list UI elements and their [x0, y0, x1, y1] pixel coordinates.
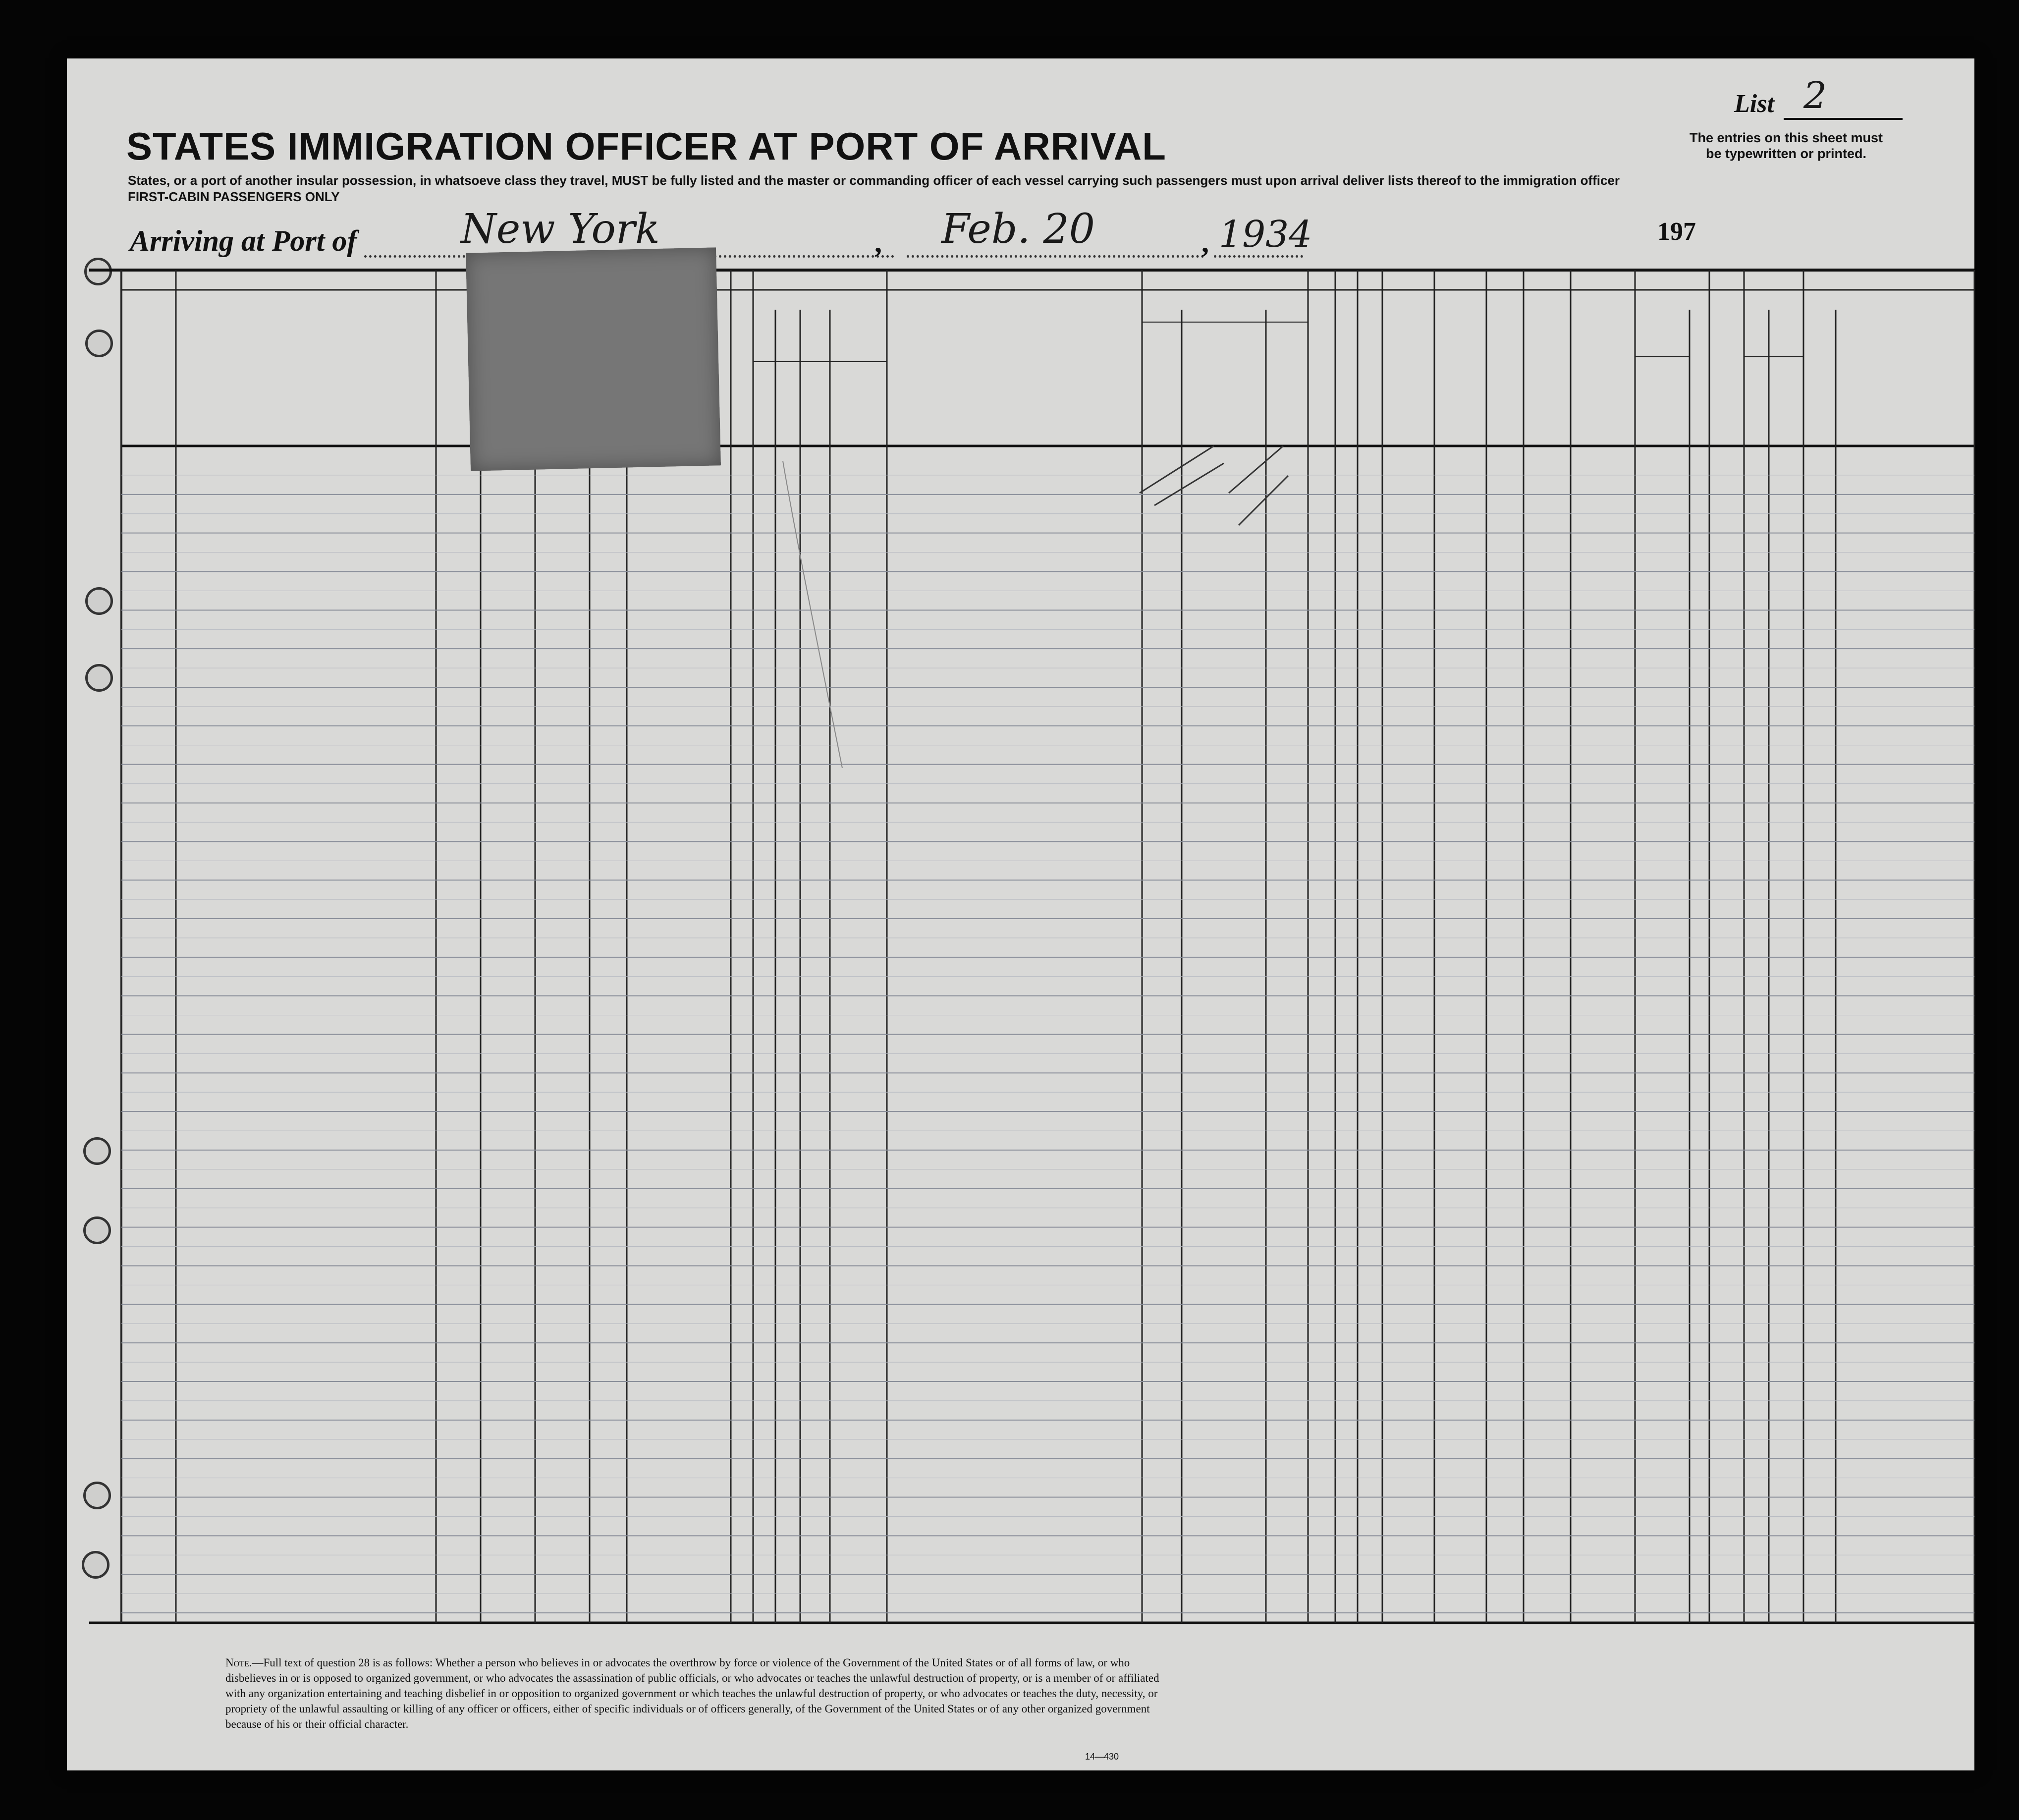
year-prefix: 19: [1657, 218, 1683, 246]
instructions-line-1: States, or a port of another insular possession, in whatsoeve class they travel, MUST be fully listed and the master or commanding officer of each vessel carrying such passengers must upon arrival deliver lists thereof to the immigration officer: [128, 173, 1620, 188]
year-suffix-7: 7: [1683, 218, 1696, 246]
list-number: 2: [1803, 74, 1827, 117]
pasted-paper-patch: [466, 247, 721, 471]
handwritten-check-stroke: [1140, 446, 1214, 493]
paper-crease: [783, 461, 842, 768]
arriving-label: Arriving at Port of: [130, 224, 357, 257]
handwritten-check-stroke: [1154, 463, 1224, 505]
comma-1: ,: [874, 226, 882, 259]
form-number: 14—430: [1085, 1752, 1119, 1762]
date-handwritten: Feb. 20: [941, 206, 1095, 253]
handwritten-check-stroke: [1239, 476, 1288, 525]
instructions-line-2: FIRST-CABIN PASSENGERS ONLY: [128, 189, 340, 204]
footnote-lead: Note.: [225, 1656, 252, 1669]
footnote: [225, 1655, 1177, 1732]
port-handwritten: New York: [461, 206, 660, 253]
footnote-text: —Full text of question 28 is as follows: Whether a person who believes in or advocates the overthrow by force or violence of the Government of the United States or of all forms of law, or who disbelieves in or is opposed to organized government, or who advocates the assassination of public officials, or who advocates or teaches the unlawful destruction of property, or is a member of or affiliated with any organization entertaining and teaching disbelief in or opposition to organized government or which teaches the unlawful destruction of property, or who advocates or teaches the duty, necessity, or propriety of the unlawful assaulting or killing of any officer or officers, either of specific individuals or of officers generally, of the Government of the United States or of any other organized government because of his or their official character.: [225, 1656, 1159, 1730]
comma-2: ,: [1201, 226, 1209, 259]
handwritten-check-stroke: [1229, 446, 1283, 493]
form-title: STATES IMMIGRATION OFFICER AT PORT OF ARRIVAL: [126, 124, 1166, 168]
typewritten-note: The entries on this sheet must be typewritten or printed.: [1689, 130, 1883, 161]
year-handwritten: 1934: [1219, 213, 1312, 256]
list-label: List: [1734, 90, 1774, 118]
